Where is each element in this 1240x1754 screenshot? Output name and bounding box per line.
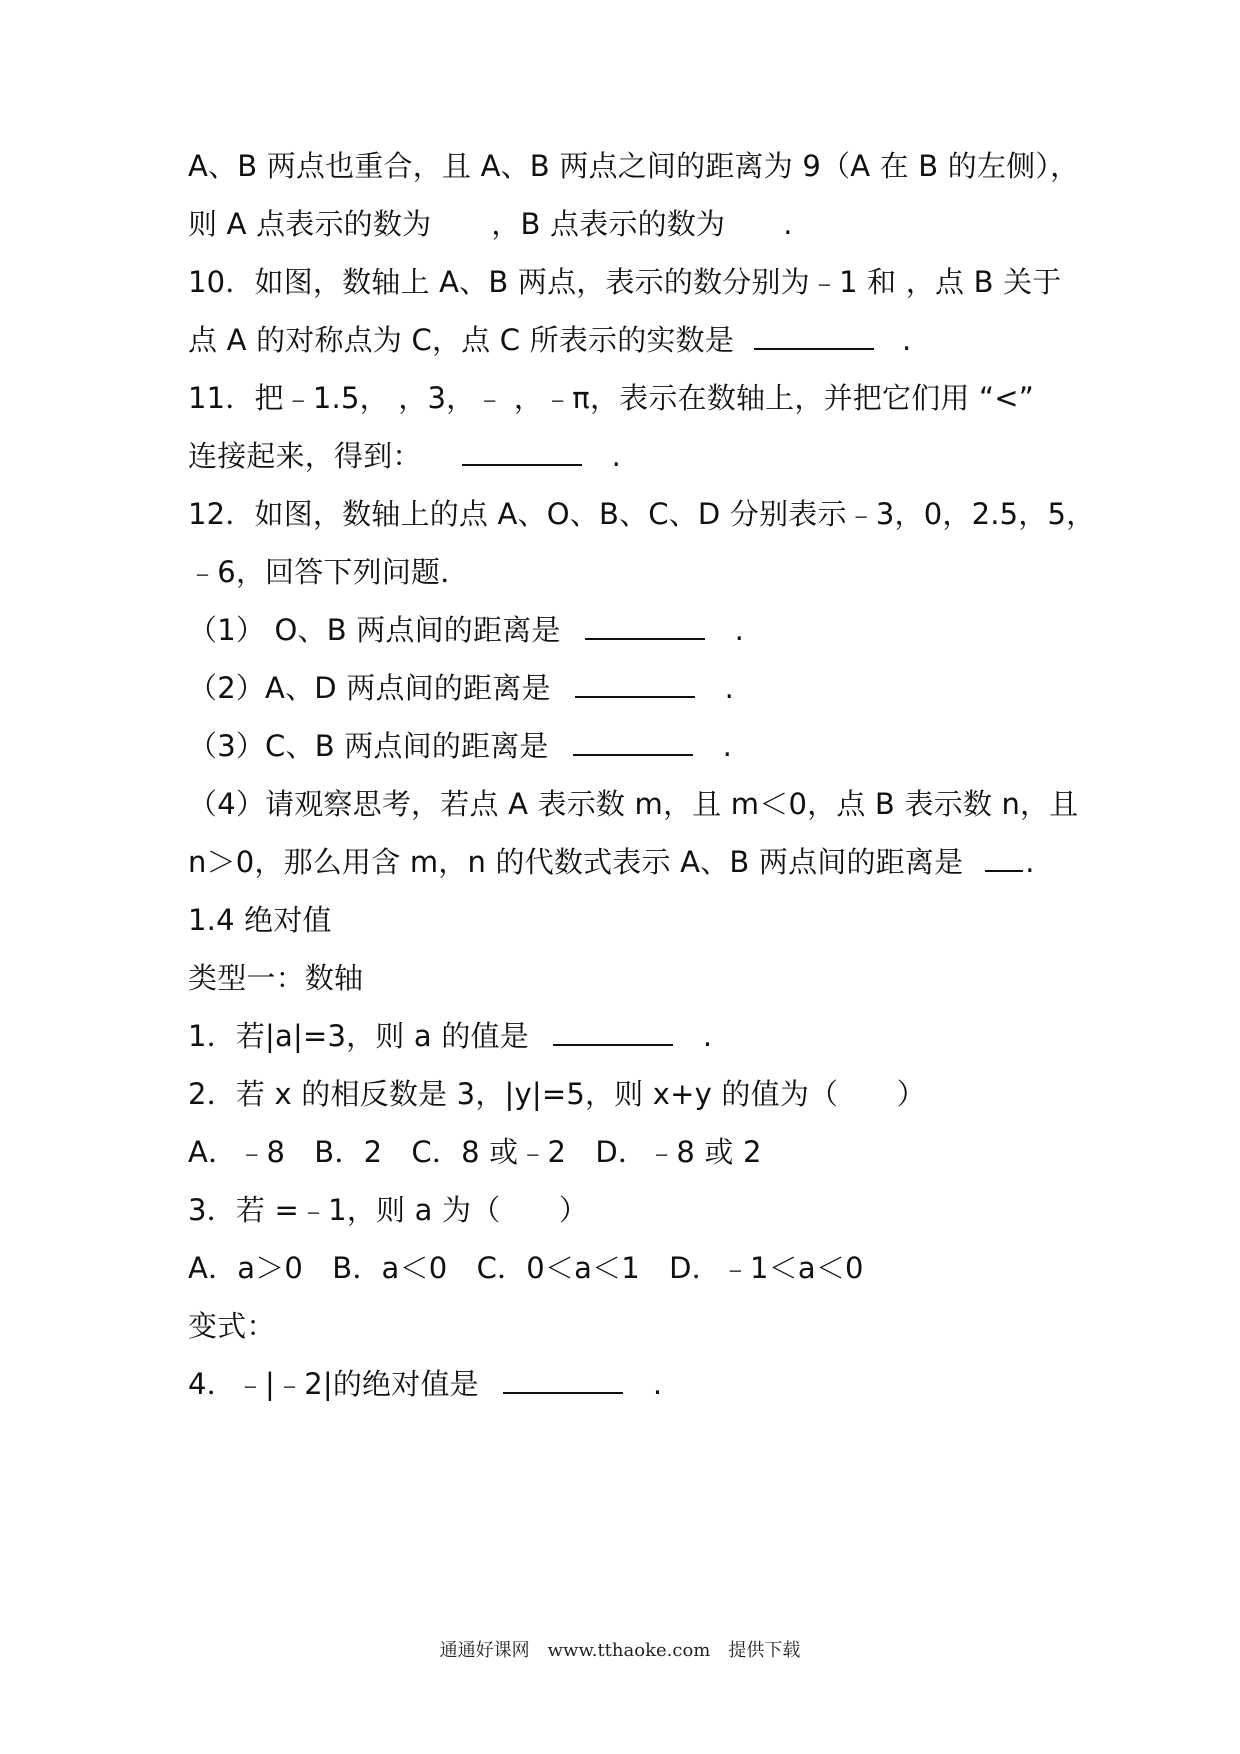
line-text: 4．﹣|﹣2|的绝对值是 bbox=[188, 1367, 479, 1401]
text-line bbox=[188, 784, 1078, 824]
line-text: （3）C、B 两点间的距离是 bbox=[188, 729, 549, 763]
answer-blank[interactable] bbox=[575, 668, 695, 698]
line-text: A．a＞0 B．a＜0 C．0＜a＜1 D．﹣1＜a＜0 bbox=[188, 1251, 864, 1285]
text-line bbox=[188, 610, 744, 650]
line-text: . bbox=[1025, 845, 1035, 879]
text-line bbox=[188, 436, 621, 476]
answer-blank[interactable] bbox=[585, 610, 705, 640]
line-text: （2）A、D 两点间的距离是 bbox=[188, 671, 551, 705]
line-text: 10．如图，数轴上 A、B 两点，表示的数分别为﹣1 和 ，点 B 关于 bbox=[188, 265, 1062, 299]
line-text: 则 A 点表示的数为 bbox=[188, 207, 432, 241]
text-line bbox=[188, 958, 363, 998]
line-text: . bbox=[724, 671, 735, 705]
line-text: 3．若 =﹣1，则 a 为（ ） bbox=[188, 1193, 589, 1227]
line-text: . bbox=[611, 439, 622, 473]
text-line bbox=[188, 1190, 588, 1230]
line-text: 1．若|a|=3，则 a 的值是 bbox=[188, 1019, 529, 1053]
answer-blank[interactable] bbox=[503, 1364, 623, 1394]
line-text: ，B 点表示的数为 bbox=[491, 207, 726, 241]
text-line bbox=[188, 1364, 662, 1404]
line-text: A、B 两点也重合，且 A、B 两点之间的距离为 9（A 在 B 的左侧）， bbox=[188, 149, 1080, 183]
text-line bbox=[188, 1306, 276, 1346]
answer-blank[interactable] bbox=[573, 726, 693, 756]
line-text: . bbox=[702, 1019, 713, 1053]
line-text: . bbox=[734, 613, 745, 647]
answer-blank[interactable] bbox=[754, 320, 874, 350]
line-text: . bbox=[783, 207, 793, 241]
text-line bbox=[188, 1248, 864, 1288]
text-line bbox=[188, 494, 1095, 534]
text-line bbox=[188, 1074, 926, 1114]
line-text: 11．把﹣1.5， ，3，﹣ ，﹣π，表示在数轴上，并把它们用 “<” bbox=[188, 381, 1034, 415]
line-text: n＞0，那么用含 m，n 的代数式表示 A、B 两点间的距离是 bbox=[188, 845, 964, 879]
section-heading bbox=[188, 900, 332, 940]
line-text: 类型一：数轴 bbox=[188, 961, 364, 995]
line-text: 12．如图，数轴上的点 A、O、B、C、D 分别表示﹣3，0，2.5，5， bbox=[188, 497, 1096, 531]
line-text: . bbox=[652, 1367, 663, 1401]
text-line bbox=[188, 726, 732, 766]
line-text: ﹣6，回答下列问题． bbox=[188, 555, 470, 589]
answer-blank[interactable] bbox=[462, 436, 582, 466]
line-text: （4）请观察思考，若点 A 表示数 m，且 m＜0，点 B 表示数 n，且 bbox=[188, 787, 1079, 821]
line-text: 2．若 x 的相反数是 3，|y|=5，则 x+y 的值为（ ） bbox=[188, 1077, 926, 1111]
line-text: 1.4 绝对值 bbox=[188, 903, 332, 937]
text-line bbox=[188, 842, 1035, 882]
line-text: . bbox=[722, 729, 733, 763]
text-line bbox=[188, 378, 1034, 418]
text-line bbox=[188, 320, 911, 360]
page-footer: 通通好课网 www.tthaoke.com 提供下载 bbox=[439, 1640, 801, 1661]
answer-blank[interactable] bbox=[553, 1016, 673, 1046]
line-text: 点 A 的对称点为 C，点 C 所表示的实数是 bbox=[188, 323, 735, 357]
text-line bbox=[188, 1132, 762, 1172]
line-text: A．﹣8 B．2 C．8 或﹣2 D．﹣8 或 2 bbox=[188, 1135, 762, 1169]
line-text: 连接起来，得到： bbox=[188, 439, 422, 473]
answer-blank[interactable] bbox=[985, 842, 1023, 872]
line-text: （1） O、B 两点间的距离是 bbox=[188, 613, 561, 647]
text-line bbox=[188, 262, 1062, 302]
text-line bbox=[188, 146, 1079, 186]
text-line bbox=[188, 552, 469, 592]
line-text: . bbox=[902, 323, 912, 357]
text-line bbox=[188, 1016, 712, 1056]
text-line bbox=[188, 668, 734, 708]
text-line bbox=[188, 204, 793, 244]
line-text: 变式： bbox=[188, 1309, 276, 1343]
